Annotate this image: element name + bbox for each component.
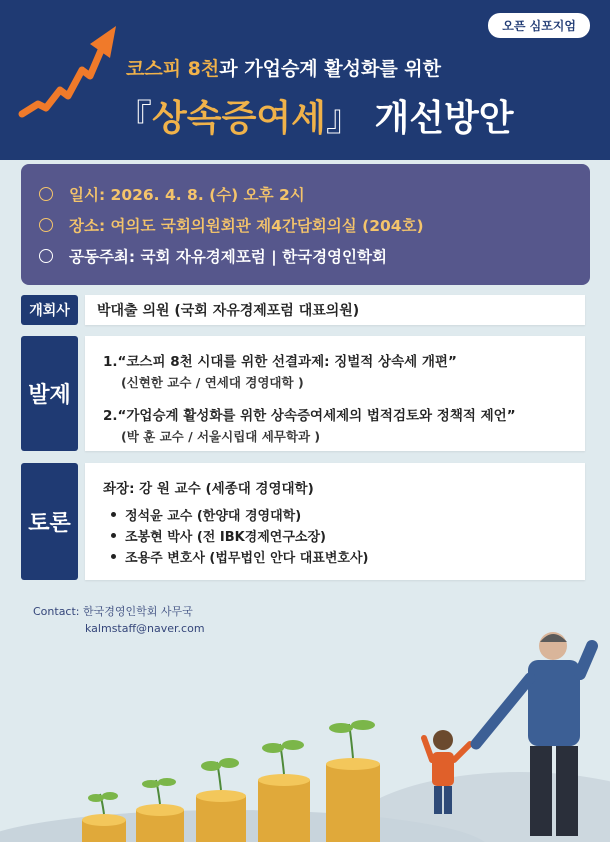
event-hosts: 공동주최: 국회 자유경제포럼 | 한국경영인학회 [39, 240, 572, 271]
open-symposium-badge: 오픈 심포지엄 [488, 13, 590, 38]
event-venue: 장소: 여의도 국회의원회관 제4간담회의실 (204호) [39, 209, 572, 240]
event-info-box [21, 164, 590, 285]
bullet-icon [111, 554, 116, 559]
list-item: 조봉현 박사 (전 IBK경제연구소장) [111, 525, 585, 546]
bullet-icon [111, 533, 116, 538]
discussion-chair: 좌장: 강 원 교수 (세종대 경영대학) [103, 481, 314, 497]
discussion-card [85, 463, 585, 580]
circle-bullet-icon [39, 218, 53, 232]
coin-stack-icon [82, 792, 126, 842]
coin-stack-icon [136, 778, 184, 842]
list-item: 조용주 변호사 (법무법인 안다 대표변호사) [111, 546, 585, 567]
poster-header [0, 0, 610, 160]
opening-speaker: 박대출 의원 (국회 자유경제포럼 대표의원) [85, 295, 585, 325]
circle-bullet-icon [39, 249, 53, 263]
presenter: (신현한 교수 / 연세대 경영대학 ) [121, 375, 304, 390]
coin-stack-icon [196, 758, 246, 842]
coin-stack-icon [326, 720, 380, 842]
rising-arrow-icon [16, 18, 126, 126]
panelist-list [111, 504, 585, 567]
coin-stack-icon [258, 740, 310, 842]
coin-stacks-illustration [0, 600, 610, 842]
event-subtitle: 코스피 8천과 가업승계 활성화를 위한 [126, 58, 442, 80]
presentation-label: 발제 [21, 336, 78, 451]
event-title: 『상속증여세』 개선방안 [116, 98, 514, 139]
discussion-label: 토론 [21, 463, 78, 580]
contact-email: kalmstaff@naver.com [85, 622, 205, 635]
circle-bullet-icon [39, 187, 53, 201]
presenter: (박 훈 교수 / 서울시립대 세무학과 ) [121, 429, 321, 444]
presentation-card [85, 336, 585, 451]
list-item: 정석윤 교수 (한양대 경영대학) [111, 504, 585, 525]
contact-line: Contact: 한국경영인학회 사무국 [33, 605, 193, 618]
bullet-icon [111, 512, 116, 517]
presentation-title: 1.“코스피 8천 시대를 위한 선결과제: 징벌적 상속세 개편” [103, 354, 457, 370]
presentation-title: 2.“가업승계 활성화를 위한 상속증여세제의 법적검토와 정책적 제언” [103, 408, 516, 424]
opening-label: 개회사 [21, 295, 78, 325]
event-date: 일시: 2026. 4. 8. (수) 오후 2시 [39, 178, 572, 209]
